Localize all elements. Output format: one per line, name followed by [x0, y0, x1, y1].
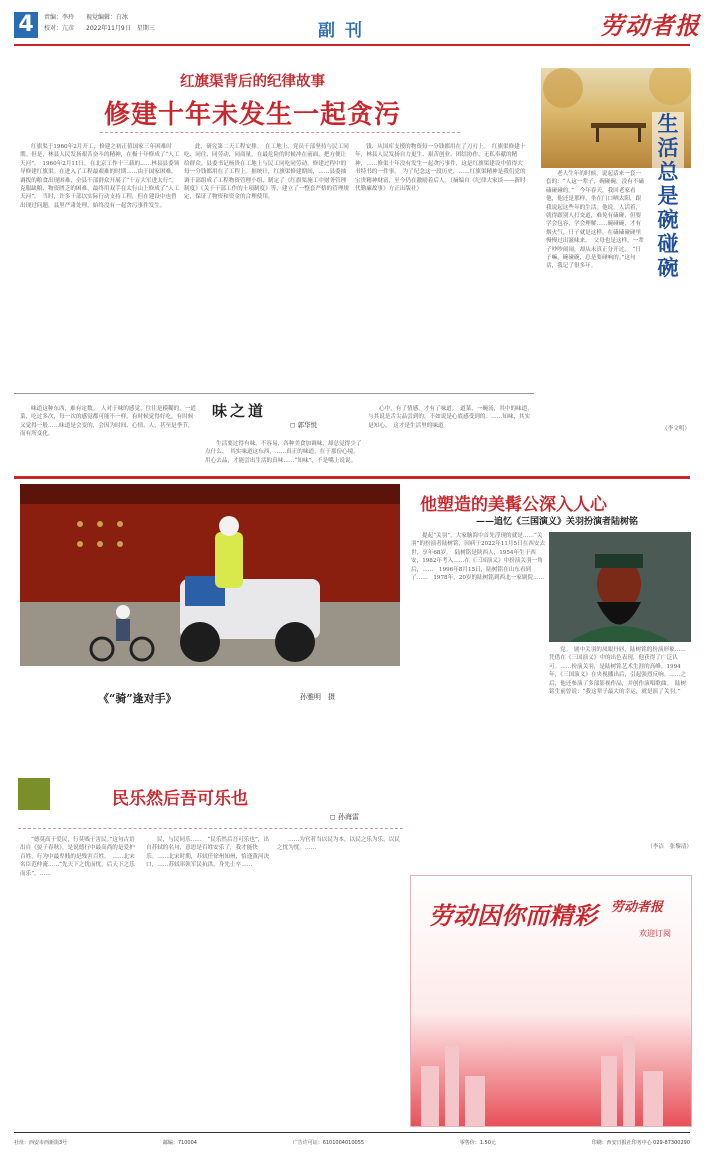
masthead-logo: 劳动者报: [600, 11, 700, 40]
section-rule: [14, 476, 690, 479]
ad-subscribe: 欢迎订阅: [639, 929, 671, 938]
footer: [14, 1136, 690, 1148]
editor-line: 责编：李玲 视觉编辑：白冰: [44, 14, 129, 21]
ad-slogan: 劳动因你而精彩: [429, 901, 597, 930]
subscription-ad: [410, 875, 692, 1127]
footer-address: 社址：西安市西新街3号: [14, 1139, 68, 1146]
article2-column-2: 党。 剧中关羽的凤眼丹唇，陆树铭的扮演形象…… 凭借在《三国演义》中的出色表现，他获得了广泛认可。……扮演关羽，是陆树铭艺术生涯的高峰。1994年，《三国演义》在央视播出后，引起强烈反响。……之后，他还参演了多部影视作品，并创作演唱歌曲。 陆树铭生前曾说：“我这辈子最大的幸运，就是演了关羽。”: [549, 647, 691, 696]
photo-credit: 孙雅明 摄: [300, 693, 335, 701]
article3-column-3: ……为官者当以民为本，以民之乐为乐，以民之忧为忧。……: [277, 837, 400, 852]
section-name: 副刊: [318, 21, 372, 41]
essay-column-2: 生活要过得有味，不容易，各种美食加调味，却总觉得少了点什么。 其实味道这东西，……真正的味道，在于那份心境。用心去品，才能尝出生活的真味……“知味”，不是嘴上说说。: [205, 441, 362, 464]
essay-author: ◻ 郭华悦: [290, 421, 317, 429]
column-logo: [18, 778, 50, 810]
header-rule: [14, 44, 690, 46]
essay-column-1: 味道这种东西，难有定数。 人对于味的感觉，往往是模糊的。一道菜，吃过多次，每一次的感觉都可能不一样。有时候觉得好吃，有时候又觉得一般……味道是会变的，会因为时间、心情、人，甚至是季节，而有所变化。: [20, 406, 197, 438]
footer-postcode: 邮编：710004: [162, 1139, 197, 1146]
ad-brand: 劳动者报: [611, 900, 664, 915]
article1-column-3: 钱、从国库支援的物资每一分钱都用在了刀刃上。 红旗渠修建十年，林县人民发扬自力更生、艰苦创业、团结协作、无私奉献的精神，……修渠十年没有发生一起贪污事件，这是红旗渠建设中值得大书特书的一件事。 为了纪念这一段历史，……红旗渠精神是我们党的宝贵精神财富，至今仍在激励着后人。（摘编自《纪律大家谈——新时代勤廉故事》方正出版社）: [355, 144, 526, 193]
article3-column-2: 民，与民同乐…… “民乐然后吾可乐也”，出自苏轼的名句，意思是百姓安乐了，我才能快乐。……北宋时期，苏轼任徐州知州，恰逢黄河决口，……苏轼率领军民抗洪，身先士卒……: [146, 837, 270, 869]
divider: [14, 393, 534, 394]
guan-yu-portrait: [549, 532, 691, 642]
sidebar-title: 生活总是碗碰碗: [652, 112, 684, 280]
page-number: 4: [14, 12, 38, 38]
article3-author: ◻ 孙海雷: [330, 813, 360, 821]
sidebar-author: （李文明）: [662, 426, 690, 432]
essay-column-3: 心中，有了情感，才有了味道。 道菜，一碗汤，其中的味道，与其说是舌尖品尝到的，不如说是心底感受到的。……知味，其实是知心。 这才是生活里的味道。: [368, 406, 533, 429]
article2-column-1: 提起“关羽”，大家脑海中首先浮现的就是……“关羽”的扮演者陆树铭，因病于2022年11月5日在西安去世，享年68岁。 陆树铭是陕西人，1954年生于西安，1982年考入……在《三国演义》中扮演关羽一角后，…… 1996年8月15日，陆树铭在山东看到了…… 1978年，20岁的陆树铭到西北一家剧院……: [411, 533, 546, 582]
article3-title: 民乐然后吾可乐也: [112, 789, 248, 809]
title-rule: [100, 132, 460, 133]
article2-title: 他塑造的美髯公深入人心: [420, 495, 607, 515]
date-line: 校对：亢彦 2022年11月9日 星期三: [44, 25, 155, 32]
article1-column-2: 此，研究第二天工程安排。 在工地上，党员干部坚持与民工同吃、同住、同劳动，同商量，在最危险的时候冲在前面，把方便让给群众。县委书记杨贵在工地上与民工同吃同劳动，修建过程中的每一分钱都用在了工程上。据统计，红旗渠修建期间，……县委抽调干部组成了工程物资管理小组，制定了《红旗渠施工中财务管理制度》《关于干部工作的十项制度》等，建立了一整套严格的管理规定，保证了物资和资金的合理使用。: [184, 144, 349, 201]
footer-rule: [14, 1132, 690, 1133]
essay-title: 味之道: [212, 402, 267, 420]
article2-subtitle: ——追忆《三国演义》关羽扮演者陆树铭: [476, 517, 639, 527]
article2-author: （李洁 张黎清）: [647, 844, 692, 850]
footer-price: 零售价：1.50元: [459, 1139, 496, 1146]
footer-printer: 印刷：西安日报社印务中心 029-87300290: [591, 1139, 690, 1146]
article1-kicker: 红旗渠背后的纪律故事: [180, 73, 325, 90]
footer-license: 广告许可证：6101004010055: [292, 1139, 365, 1146]
photo-caption: 《“骑”逢对手》: [98, 692, 177, 705]
article1-title: 修建十年未发生一起贪污: [104, 100, 402, 130]
sidebar-text: 老人生年的时候，说起话来一套一套的：“人这一辈子，碗碰碗，没有不磕磕碰碰的。” 今年春天，我回老家看他，他还是那样，坐在门口晒太阳，跟我说起这些年的生活。他说，人活着，就得跟别人打交道，难免有磕碰，但要学会包容，学会理解……碗碰碗，才有烟火气。日子就是这样，在磕磕碰碰里慢慢过出滋味来。 父母也是这样，一辈子吵吵闹闹，却从未真正分开过。 “日子嘛，碗碰碗，总是要碰响的。”这句话，我记了很多年。: [546, 171, 644, 270]
article1-column-1: 红旗渠于1960年2月开工，修建之初正值国家三年困难时期。但是，林县人民发扬艰苦奋斗的精神，在极十年修成了“人工天河”。 1960年2月11日，在北京工作十三载的……林县县委领导修建红旗渠。在进入了工程最艰难的时期……由于国家困难，调拨的粮食出现困难，全县干部群众开展了“十万大军进太行”，克服缺粮、物资匮乏的困难，最终用双手在太行山上修成了“人工天河”。 当时，许多干部以实际行动支持工程，但在建设中也曾出现过问题，县里严肃处理，始终没有一起贪污事件发生。: [20, 144, 180, 209]
child-and-police-photo: [20, 484, 400, 666]
article3-column-1: “德莫高于爱民，行莫贱于害民。”这句古语出自《晏子春秋》，是说德行中最高尚的是爱护百姓，行为中最卑贱的是残害百姓。 ……北宋名臣范仲淹……“先天下之忧而忧，后天下之乐而乐”，……: [20, 837, 135, 877]
title-rule-2: [18, 828, 403, 829]
